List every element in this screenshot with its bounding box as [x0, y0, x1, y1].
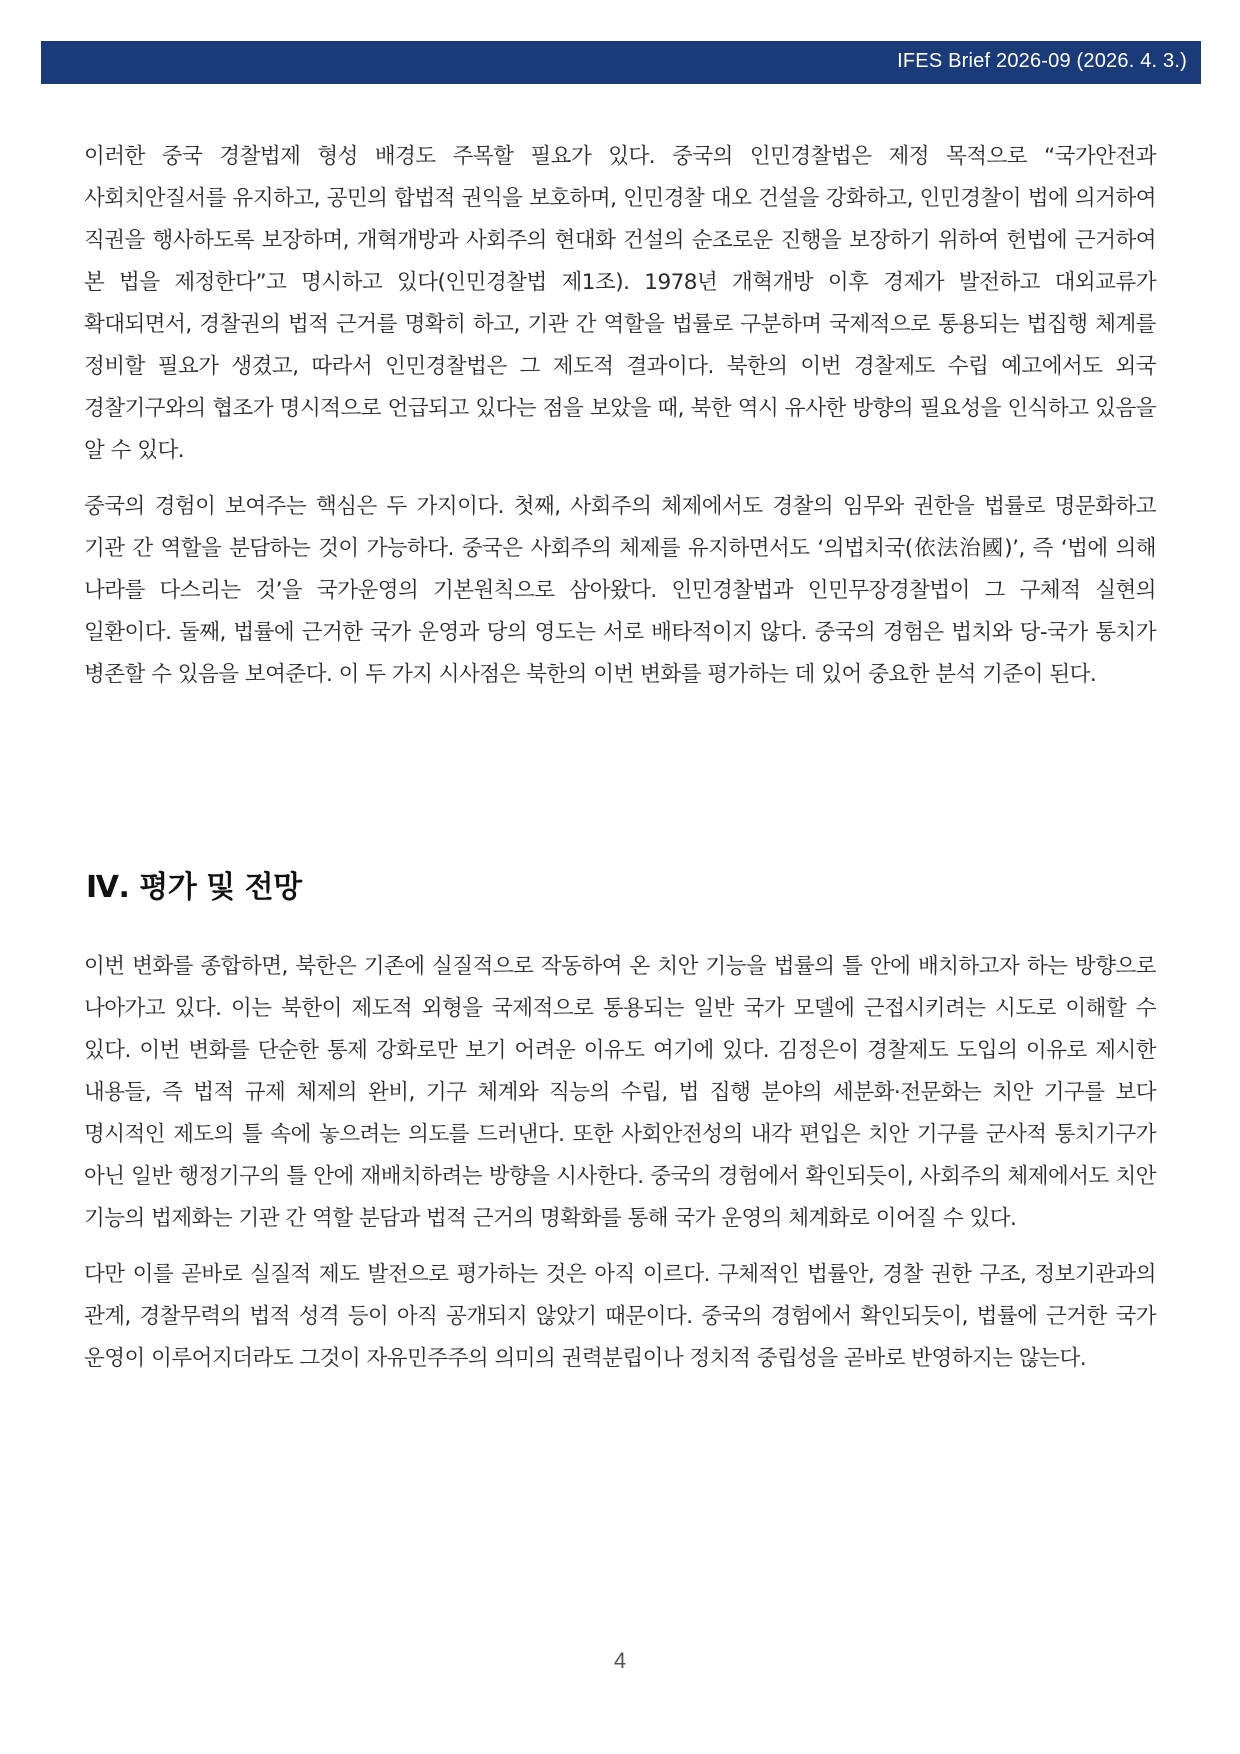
section-heading-evaluation: Ⅳ. 평가 및 전망 [86, 870, 302, 905]
paragraph-china-experience: 중국의 경험이 보여주는 핵심은 두 가지이다. 첫째, 사회주의 체제에서도 경찰의 임무와 권한을 법률로 명문화하고 기관 간 역할을 분담하는 것이 가능하다. 중국은 사회주의 체제를 유지하면서도 ‘의법치국(依法治國)’, 즉 ‘법에 의해 나라를 다스리는 것’을 국가운영의 기본원칙으로 삼아왔다. 인민경찰법과 인민무장경찰법이 그 구체적 실현의 일환이다. 둘째, 법률에 근거한 국가 운영과 당의 영도는 서로 배타적이지 않다. 중국의 경험은 법치와 당-국가 통치가 병존할 수 있음을 보여준다. 이 두 가지 시사점은 북한의 이번 변화를 평가하는 데 있어 중요한 분석 기준이 된다. [84, 494, 1156, 687]
header-bar [41, 41, 1201, 84]
paragraph-china-police-law-background: 이러한 중국 경찰법제 형성 배경도 주목할 필요가 있다. 중국의 인민경찰법은 제정 목적으로 “국가안전과 사회치안질서를 유지하고, 공민의 합법적 권익을 보호하며, 인민경찰 대오 건설을 강화하고, 인민경찰이 법에 의거하여 직권을 행사하도록 보장하며, 개혁개방과 사회주의 현대화 건설의 순조로운 진행을 보장하기 위하여 헌법에 근거하여 본 법을 제정한다”고 명시하고 있다(인민경찰법 제1조). 1978년 개혁개방 이후 경제가 발전하고 대외교류가 확대되면서, 경찰권의 법적 근거를 명확히 하고, 기관 간 역할을 법률로 구분하며 국제적으로 통용되는 법집행 체계를 정비할 필요가 생겼고, 따라서 인민경찰법은 그 제도적 결과이다. 북한의 이번 경찰제도 수립 예고에서도 외국 경찰기구와의 협조가 명시적으로 언급되고 있다는 점을 보았을 때, 북한 역시 유사한 방향의 필요성을 인식하고 있음을 알 수 있다. [84, 144, 1156, 463]
paragraph-evaluation-caveat: 다만 이를 곧바로 실질적 제도 발전으로 평가하는 것은 아직 이르다. 구체적인 법률안, 경찰 권한 구조, 정보기관과의 관계, 경찰무력의 법적 성격 등이 아직 공개되지 않았기 때문이다. 중국의 경험에서 확인되듯이, 법률에 근거한 국가 운영이 이루어지더라도 그것이 자유민주주의 의미의 권력분립이나 정치적 중립성을 곧바로 반영하지는 않는다. [84, 1262, 1156, 1371]
paragraph-evaluation-summary: 이번 변화를 종합하면, 북한은 기존에 실질적으로 작동하여 온 치안 기능을 법률의 틀 안에 배치하고자 하는 방향으로 나아가고 있다. 이는 북한이 제도적 외형을 국제적으로 통용되는 일반 국가 모델에 근접시키려는 시도로 이해할 수 있다. 이번 변화를 단순한 통제 강화로만 보기 어려운 이유도 여기에 있다. 김정은이 경찰제도 도입의 이유로 제시한 내용들, 즉 법적 규제 체제의 완비, 기구 체계와 직능의 수립, 법 집행 분야의 세분화·전문화는 치안 기구를 보다 명시적인 제도의 틀 속에 놓으려는 의도를 드러낸다. 또한 사회안전성의 내각 편입은 치안 기구를 군사적 통치기구가 아닌 일반 행정기구의 틀 안에 재배치하려는 방향을 시사한다. 중국의 경험에서 확인되듯이, 사회주의 체제에서도 치안 기능의 법제화는 기관 간 역할 분담과 법적 근거의 명확화를 통해 국가 운영의 체계화로 이어질 수 있다. [84, 954, 1156, 1231]
header-title: IFES Brief 2026-09 (2026. 4. 3.) [897, 50, 1187, 72]
page-number: 4 [613, 1648, 627, 1673]
body-section-1 [84, 136, 1156, 696]
body-section-2 [84, 946, 1156, 1380]
